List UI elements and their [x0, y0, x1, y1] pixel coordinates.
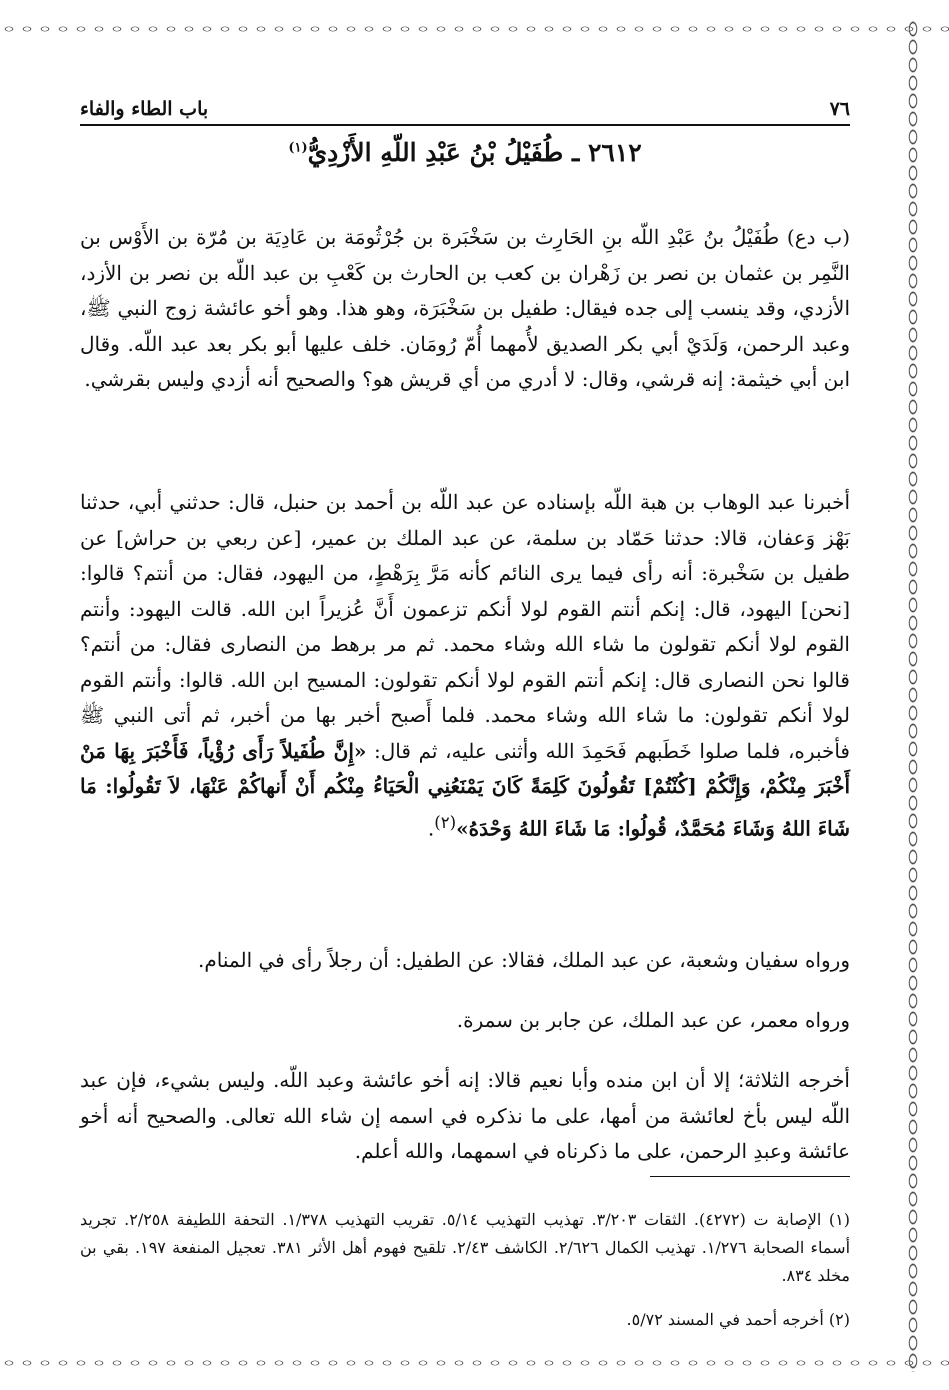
footnote-ref-2: (٢)	[434, 812, 457, 832]
ornamental-border-bottom	[0, 1352, 949, 1374]
footnote-1: (١) الإصابة ت (٤٢٧٢). الثقات ٣/٢٠٣. تهذيب التهذيب ٥/١٤. تقريب التهذيب ١/٣٧٨. التحفة اللطيفة ٢/٢٥٨. تجريد أسماء الصحابة ١/٢٧٦. تهذيب الكمال ٢/٦٢٦. الكاشف ٢/٤٣. تلقيح فهوم أهل الأثر ٣٨١. تعجيل المنفعة ١٩٧. بقي بن مخلد ٨٣٤.	[80, 1210, 851, 1285]
hadith-end-punct: .	[427, 816, 435, 841]
hadith-quote: «إِنَّ طُفَيلاً رَأَى رُؤْياً، فَأَخْبَرَ بِهَا مَنْ أَخْبَرَ مِنْكُمْ، وَإِنَّكُمْ [كُنْتُمْ] تَقُولُونَ كَلِمَةً كَانَ يَمْنَعُنِي الْحَيَاءُ مِنْكُم أَنْ أَنهاكُمْ عَنْهَا، لاَ تَقُولُوا: مَا شَاءَ اللهُ وَشَاءَ مُحَمَّدٌ، قُولُوا: مَا شَاءَ اللهُ وَحْدَهُ»	[80, 738, 850, 841]
footnote-2: (٢) أخرجه أحمد في المسند ٥/٧٢.	[626, 1310, 850, 1329]
footnote-ref-1: (١)	[288, 140, 308, 156]
ornamental-border-right	[902, 20, 924, 1372]
narration-paragraph-2: ورواه معمر، عن عبد الملك، عن جابر بن سمرة.	[456, 1008, 850, 1032]
running-header	[80, 80, 850, 126]
ornamental-border-top	[0, 18, 949, 40]
narration-paragraph-1: ورواه سفيان وشعبة، عن عبد الملك، فقالا: عن الطفيل: أن رجلاً رأى في المنام.	[198, 948, 850, 972]
book-page	[80, 80, 850, 1350]
conclusion-paragraph: أخرجه الثلاثة؛ إلا أن ابن منده وأبا نعيم قالا: إنه أخو عائشة وعبد اللّه. وليس بشيء، فإن عبد اللّه ليس بأخ لعائشة من أمها، على ما نذكره في اسمه إن شاء الله تعالى. والصحيح أنه أخو عائشة وعبدِ الرحمن، على ما ذكرناه في اسمهما، والله أعلم.	[80, 1068, 850, 1163]
hadith-chain-text: أخبرنا عبد الوهاب بن هبة اللّه بإسناده عن عبد اللّه بن أحمد بن حنبل، قال: حدثني أبي، حدثنا بَهْز وَعفان، قالا: حدثنا حَمّاد بن سلمة، عن عبد الملك بن عمير، [عن ربعي بن حراش] عن طفيل بن سَخْبرة: أنه رأى فيما يرى النائم كأنه مَرَّ بِرَهْطٍ، من اليهود، فقال: من أنتم؟ قالوا: [نحن] اليهود، قال: إنكم أنتم القوم لولا أنكم تزعمون أَنَّ عُزيراً ابن الله. قالت اليهود: وأنتم القوم لولا أنكم تقولون ما شاء الله وشاء محمد. ثم مر برهط من النصارى فقال: من أنتم؟ قالوا نحن النصارى قال: إنكم أنتم القوم لولا أنكم تقولون: المسيح ابن الله. قالوا: وأنتم القوم لولا أنكم تقولون: ما شاء الله وشاء محمد. فلما أَصبح أخبر بها من أخبر، ثم أتى النبي ﷺ فأخبره، فلما صلوا خَطَبهم فَحَمِدَ الله وأثنى عليه، ثم قال:	[80, 490, 850, 763]
hadith-paragraph	[80, 485, 850, 847]
footnote-separator	[650, 1176, 850, 1177]
entry-title	[80, 138, 850, 167]
entry-title-text: ٢٦١٢ ـ طُفَيْلُ بْنُ عَبْدِ اللّهِ الأَزْدِيُّ	[307, 138, 642, 167]
biography-paragraph: (ب دع) طُفَيْلُ بنُ عَبْدِ اللّه بنِ الحَارِث بن سَخْبَرة بن جُرْثُومَة بن عَادِيَة بن مُرّة بن الأَوْس بن النَّمِر بن عثمان بن نصر بن زَهْران بن كعب بن الحارث بن كَعْبِ بن عبد اللّه بن نصر بن الأزد، الأزدي، وقد ينسب إلى جده فيقال: طفيل بن سَخْبَرَة، وهو هذا. وهو أخو عائشة زوج النبي ﷺ، وعبد الرحمن، وَلَدَيْ أبي بكر الصديق لأُمهما أُمّ رُومَان. خلف عليها أبو بكر بعد عبد اللّه. وقال ابن أبي خيثمة: إنه قرشي، وقال: لا أدري من أي قريش هو؟ والصحيح أنه أزدي وليس بقرشي.	[80, 225, 850, 391]
chapter-title: باب الطاء والفاء	[80, 98, 209, 120]
page-number: ٧٦	[829, 98, 850, 120]
